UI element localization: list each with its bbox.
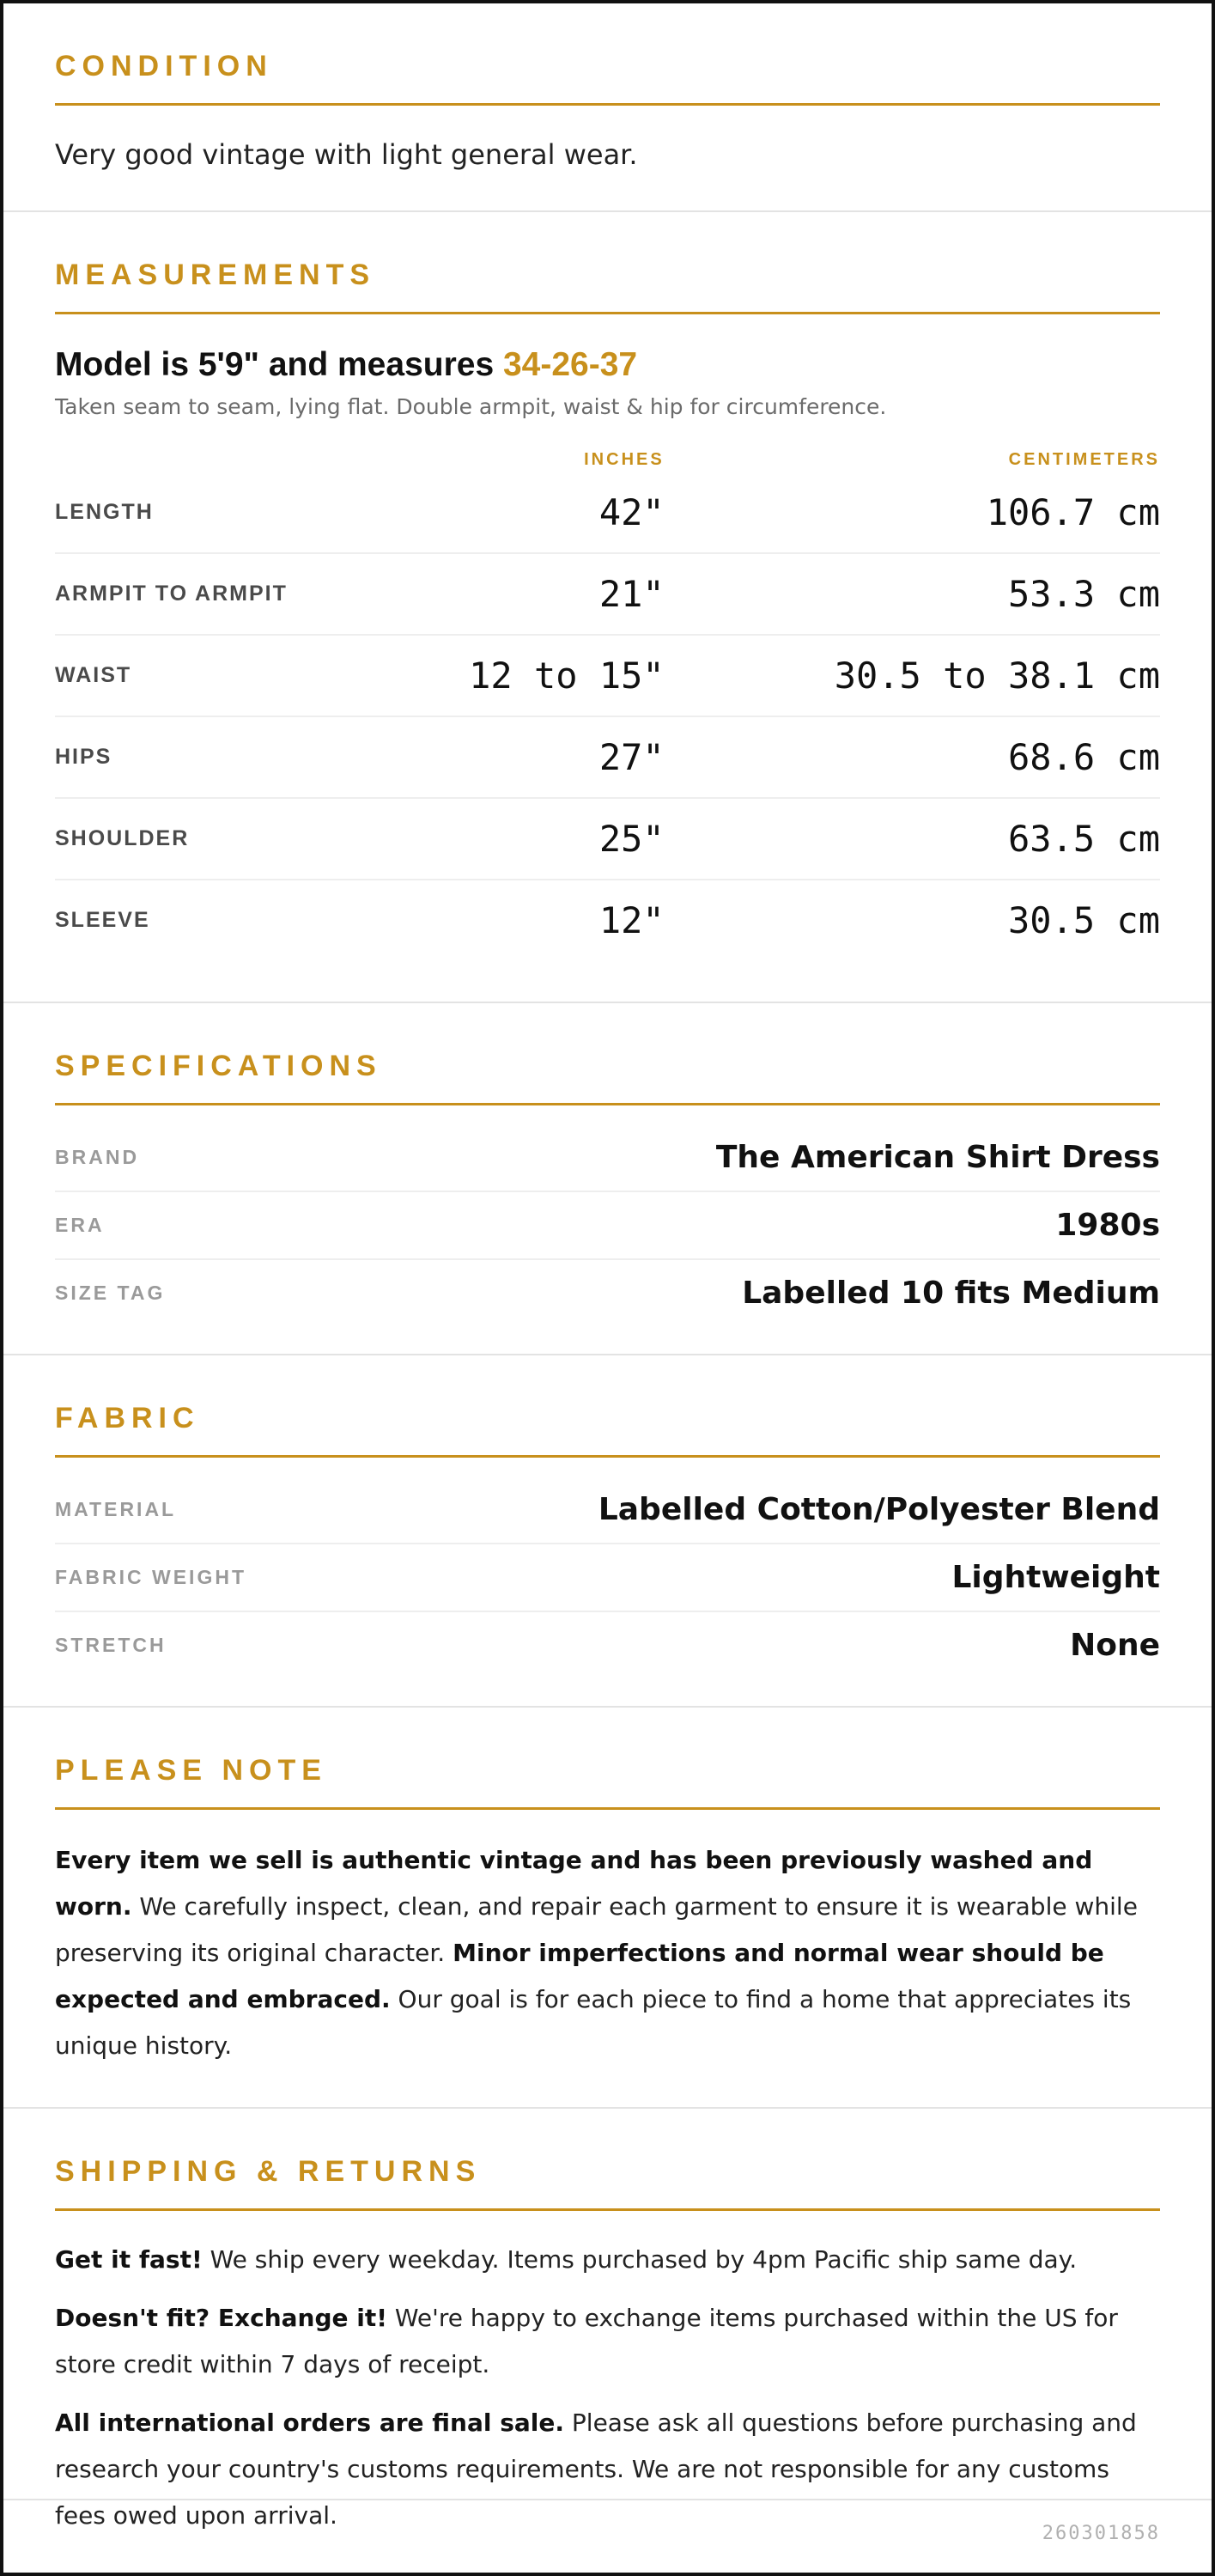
international-bold: All international orders are final sale. bbox=[55, 2409, 565, 2437]
spec-label: MATERIAL bbox=[55, 1498, 177, 1520]
measurement-cm: 106.7 cm bbox=[986, 491, 1160, 533]
centimeters-column-header: CENTIMETERS bbox=[1008, 450, 1161, 469]
model-prefix: Model is 5'9" and measures bbox=[55, 346, 503, 383]
measurement-header bbox=[55, 447, 1160, 472]
measurement-inches: 42" bbox=[598, 491, 665, 533]
exchange-bold: Doesn't fit? Exchange it! bbox=[55, 2304, 387, 2332]
note-bold-2: Minor imperfections and normal wear should be expected and embraced. bbox=[55, 1939, 1104, 2013]
inches-column-header: INCHES bbox=[584, 450, 665, 469]
specifications-title: SPECIFICATIONS bbox=[55, 1050, 382, 1082]
specifications-list bbox=[55, 1124, 1160, 1354]
specifications-section bbox=[3, 1003, 1212, 1355]
international-text: Please ask all questions before purchasing and research your country's customs requirements. We are not responsible for any customs fees owed upon arrival. bbox=[55, 2409, 1137, 2530]
footer bbox=[3, 2499, 1212, 2573]
section-divider bbox=[55, 1807, 1160, 1810]
measurement-label: HIPS bbox=[55, 745, 112, 769]
model-measures: 34-26-37 bbox=[502, 346, 638, 383]
measurement-row bbox=[55, 717, 1160, 799]
measurement-label: WAIST bbox=[55, 663, 132, 687]
spec-value: Labelled 10 fits Medium bbox=[742, 1276, 1160, 1311]
spec-row bbox=[55, 1192, 1160, 1260]
measurement-note: Taken seam to seam, lying flat. Double armpit, waist & hip for circumference. bbox=[55, 394, 887, 419]
fabric-title: FABRIC bbox=[55, 1402, 200, 1434]
section-divider bbox=[55, 1455, 1160, 1458]
measurement-label: ARMPIT TO ARMPIT bbox=[55, 582, 288, 606]
spec-row bbox=[55, 1612, 1160, 1678]
please-note-text bbox=[55, 1837, 1160, 2107]
spec-label: BRAND bbox=[55, 1146, 140, 1168]
fabric-list bbox=[55, 1477, 1160, 1706]
note-text-2: Our goal is for each piece to find a home that appreciates its unique history. bbox=[55, 1985, 1132, 2060]
measurement-inches: 12 to 15" bbox=[469, 655, 665, 697]
spec-row bbox=[55, 1260, 1160, 1326]
measurement-row bbox=[55, 636, 1160, 717]
shipping-title: SHIPPING & RETURNS bbox=[55, 2155, 482, 2188]
measurement-row bbox=[55, 799, 1160, 880]
condition-section bbox=[3, 3, 1212, 212]
measurement-row bbox=[55, 554, 1160, 636]
spec-row bbox=[55, 1544, 1160, 1612]
please-note-section bbox=[3, 1708, 1212, 2109]
condition-text: Very good vintage with light general wear. bbox=[55, 138, 638, 171]
measurement-cm: 53.3 cm bbox=[1007, 573, 1160, 615]
measurements-section bbox=[3, 212, 1212, 1003]
spec-value: Lightweight bbox=[951, 1560, 1160, 1595]
measurement-label: LENGTH bbox=[55, 500, 154, 524]
measurement-inches: 21" bbox=[598, 573, 665, 615]
measurements-title: MEASUREMENTS bbox=[55, 259, 376, 291]
shipping-paragraph bbox=[55, 2237, 1160, 2283]
spec-value: None bbox=[1070, 1628, 1160, 1663]
section-divider bbox=[55, 2208, 1160, 2211]
note-bold-1: Every item we sell is authentic vintage and has been previously washed and worn. bbox=[55, 1846, 1093, 1921]
measurement-label: SLEEVE bbox=[55, 908, 150, 932]
measurement-inches: 27" bbox=[598, 736, 665, 778]
measurement-inches: 12" bbox=[598, 899, 665, 941]
shipping-bold: Get it fast! bbox=[55, 2245, 203, 2274]
measurement-cm: 30.5 to 38.1 cm bbox=[834, 655, 1160, 697]
spec-row bbox=[55, 1124, 1160, 1192]
shipping-text: We ship every weekday. Items purchased by 4pm Pacific ship same day. bbox=[202, 2245, 1078, 2274]
measurement-label: SHOULDER bbox=[55, 826, 190, 850]
note-text-1: We carefully inspect, clean, and repair each garment to ensure it is wearable while preserving its original character. bbox=[55, 1892, 1138, 1967]
model-info bbox=[55, 345, 1160, 385]
spec-row bbox=[55, 1477, 1160, 1544]
section-divider bbox=[55, 312, 1160, 314]
condition-title: CONDITION bbox=[55, 50, 273, 82]
measurement-cm: 63.5 cm bbox=[1007, 818, 1160, 860]
spec-label: FABRIC WEIGHT bbox=[55, 1566, 246, 1588]
please-note-title: PLEASE NOTE bbox=[55, 1754, 327, 1787]
item-serial: 260301858 bbox=[1042, 2523, 1160, 2544]
exchange-paragraph bbox=[55, 2295, 1160, 2388]
section-divider bbox=[55, 1103, 1160, 1105]
spec-label: SIZE TAG bbox=[55, 1282, 166, 1304]
section-divider bbox=[55, 103, 1160, 106]
measurement-row bbox=[55, 880, 1160, 960]
spec-label: ERA bbox=[55, 1214, 105, 1236]
measurement-cm: 30.5 cm bbox=[1007, 899, 1160, 941]
exchange-text: We're happy to exchange items purchased within the US for store credit within 7 days of receipt. bbox=[55, 2304, 1118, 2378]
spec-label: STRETCH bbox=[55, 1634, 167, 1656]
spec-value: The American Shirt Dress bbox=[715, 1140, 1160, 1175]
spec-value: Labelled Cotton/Polyester Blend bbox=[598, 1492, 1160, 1527]
measurement-row bbox=[55, 472, 1160, 554]
measurement-cm: 68.6 cm bbox=[1007, 736, 1160, 778]
measurement-inches: 25" bbox=[598, 818, 665, 860]
spec-value: 1980s bbox=[1055, 1208, 1160, 1243]
fabric-section bbox=[3, 1355, 1212, 1708]
